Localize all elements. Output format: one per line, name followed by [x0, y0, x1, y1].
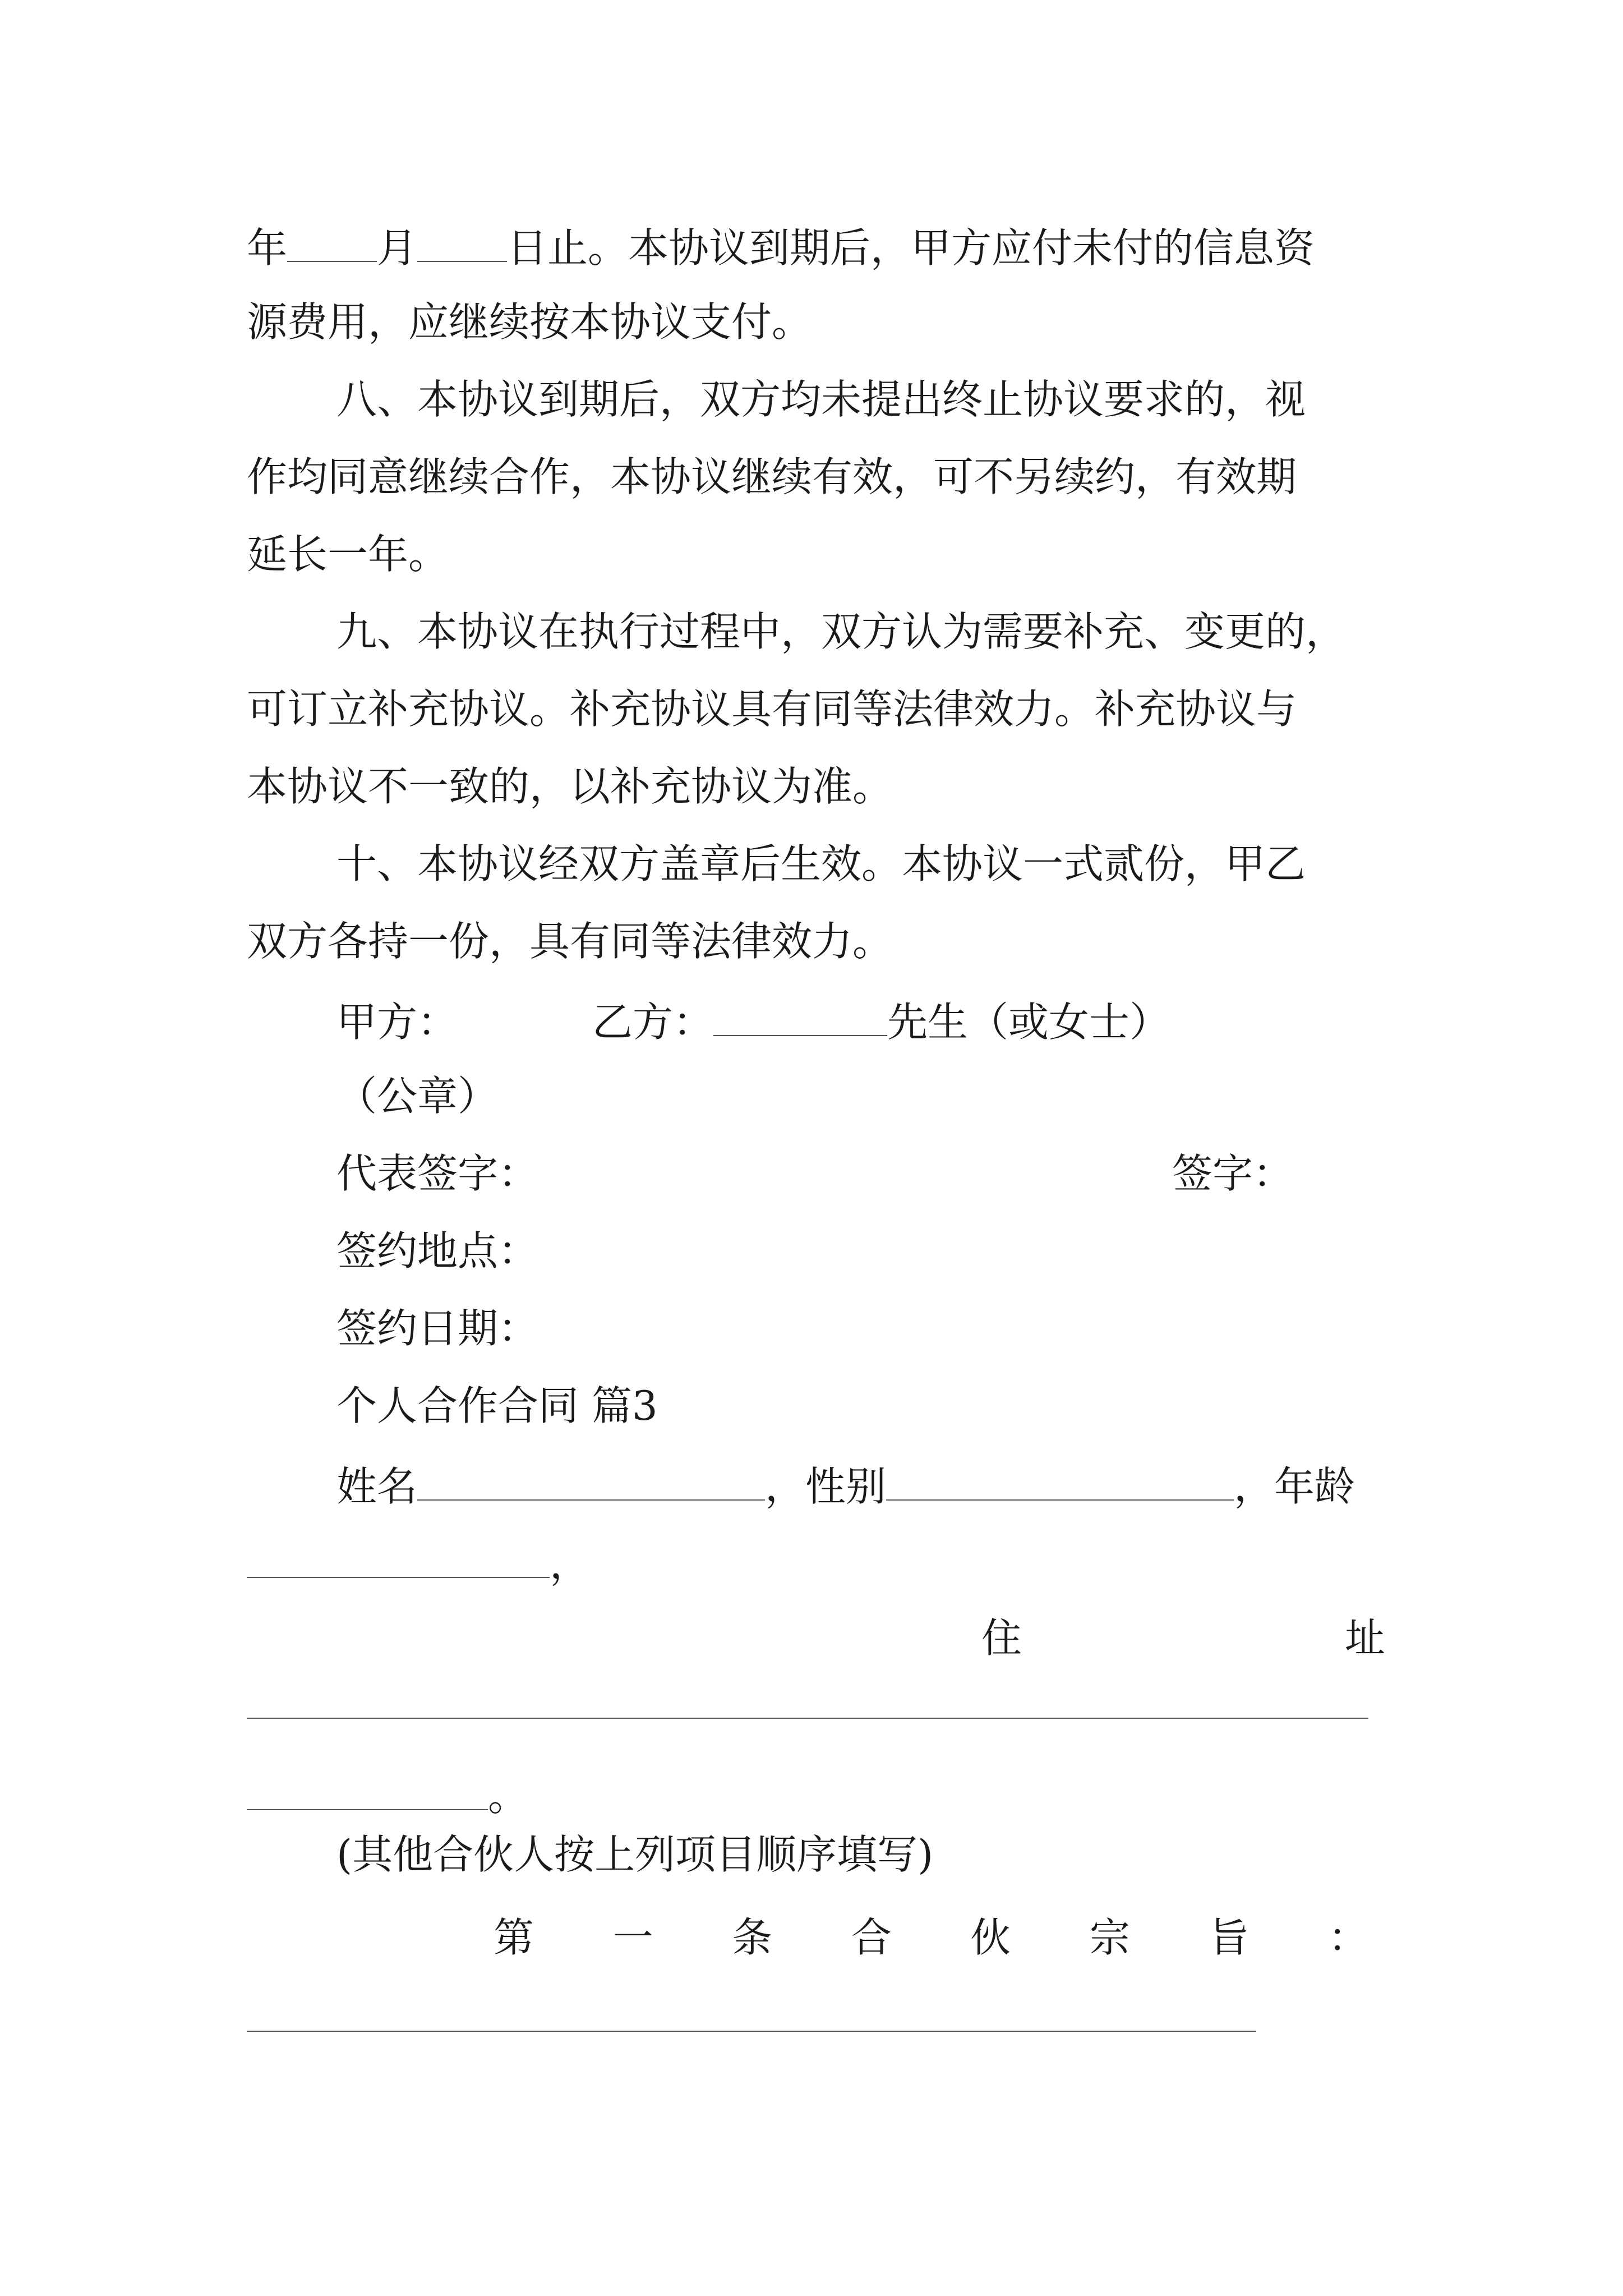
paragraph-line: 双方各持一份，具有同等法律效力。: [247, 918, 893, 965]
party-line: [336, 998, 1170, 1046]
name-label: 姓名: [336, 1462, 418, 1510]
rep-sign-label: 代表签字：: [336, 1150, 539, 1197]
name-field[interactable]: [417, 1463, 765, 1501]
sign-label: 签字：: [1172, 1150, 1294, 1197]
article-1-field[interactable]: [247, 2031, 1256, 2032]
article-heading-char: ：: [1327, 1914, 1368, 1961]
article-heading-char: 条: [732, 1914, 773, 1961]
sign-place-label: 签约地点：: [336, 1227, 539, 1274]
article-1-heading: [494, 1914, 1368, 1961]
address-field-end-line: [247, 1772, 529, 1820]
paragraph-line: 作均同意继续合作，本协议继续有效，可不另续约，有效期: [247, 453, 1297, 500]
party-b-suffix: 先生（或女士）: [887, 998, 1170, 1046]
paragraph-line: 源费用，应继续按本协议支付。: [247, 298, 813, 346]
text-year: 年: [247, 224, 288, 272]
article-heading-char: 合: [851, 1914, 892, 1961]
article-heading-char: 伙: [970, 1914, 1011, 1961]
comma: ，: [550, 1540, 591, 1588]
address-field[interactable]: [247, 1718, 1368, 1719]
paragraph-line: [247, 224, 1315, 272]
address-label-line: [981, 1614, 1385, 1662]
paragraph-line: 本协议不一致的，以补充协议为准。: [247, 763, 893, 810]
clause-10-line: 十、本协议经双方盖章后生效。本协议一式贰份，甲乙: [336, 840, 1306, 887]
age-label: ，年龄: [1234, 1462, 1355, 1510]
sign-date-label: 签约日期：: [336, 1305, 539, 1352]
section-title: 个人合作合同 篇3: [336, 1382, 658, 1429]
blank-month-field[interactable]: [287, 224, 377, 262]
age-field[interactable]: [247, 1540, 550, 1578]
address-char-2: 址: [1344, 1614, 1385, 1662]
article-heading-char: 一: [612, 1914, 653, 1961]
text-month: 月: [377, 224, 418, 272]
text-line1-rest: 日止。本协议到期后，甲方应付未付的信息资: [507, 224, 1315, 272]
clause-9-line: 九、本协议在执行过程中，双方认为需要补充、变更的，: [336, 608, 1347, 655]
clause-8-line: 八、本协议到期后，双方均未提出终止协议要求的，视: [336, 376, 1306, 423]
partner-note: (其他合伙人按上列项目顺序填写): [336, 1831, 934, 1878]
paragraph-line: 可订立补充协议。补充协议具有同等法律效力。补充协议与: [247, 685, 1297, 733]
paragraph-line: 延长一年。: [247, 531, 449, 578]
sex-field[interactable]: [886, 1463, 1234, 1501]
article-heading-char: 宗: [1089, 1914, 1130, 1961]
sex-label: ，性别: [765, 1462, 887, 1510]
age-field-line: [247, 1540, 591, 1588]
blank-day-field[interactable]: [417, 224, 507, 262]
period: 。: [488, 1772, 529, 1820]
party-a-label: 甲方：: [336, 998, 458, 1046]
address-field-continued[interactable]: [247, 1773, 488, 1810]
article-heading-char: 第: [494, 1914, 534, 1961]
party-b-label: 乙方：: [592, 998, 714, 1046]
address-char-1: 住: [981, 1614, 1022, 1662]
party-b-name-field[interactable]: [713, 999, 887, 1036]
article-heading-char: 旨: [1209, 1914, 1249, 1961]
name-sex-age-line: [336, 1462, 1355, 1510]
seal-label: （公章）: [336, 1073, 499, 1120]
